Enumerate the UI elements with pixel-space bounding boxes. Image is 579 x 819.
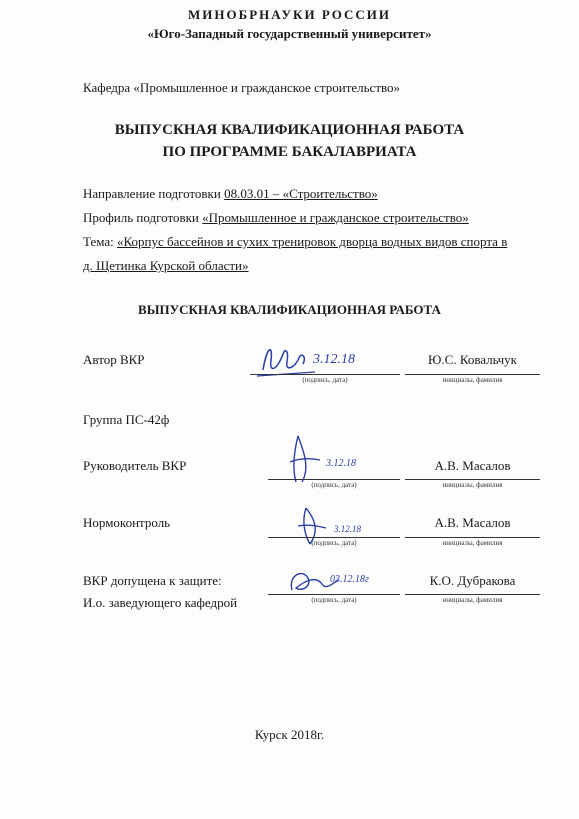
direction-row (83, 186, 378, 202)
normocontrol-name-line (405, 537, 540, 538)
profile-value: «Промышленное и гражданское строительство» (202, 210, 469, 225)
ministry-header: МИНОБРНАУКИ РОССИИ (188, 7, 391, 22)
direction-value: 08.03.01 – «Строительство» (224, 186, 378, 201)
department-line: Кафедра «Промышленное и гражданское строительство» (83, 80, 401, 95)
normocontrol-label: Нормоконтроль (83, 515, 171, 530)
supervisor-sign-caption: (подпись, дата) (311, 481, 357, 489)
topic-label: Тема: (83, 234, 114, 249)
author-name: Ю.С. Ковальчук (428, 352, 517, 367)
city-year: Курск 2018г. (254, 727, 325, 742)
supervisor-name-caption: инициалы, фамилия (442, 481, 503, 489)
section-heading: ВЫПУСКНАЯ КВАЛИФИКАЦИОННАЯ РАБОТА (138, 302, 441, 317)
normocontrol-name-caption: инициалы, фамилия (442, 539, 503, 547)
supervisor-handwritten-date: 3.12.18 (326, 458, 356, 469)
admission-name: К.О. Дубракова (429, 573, 516, 588)
admission-handwritten-date: 03.12.18г (330, 574, 369, 585)
admission-sign-caption: (подпись, дата) (311, 596, 357, 604)
acting-head-label: И.о. заведующего кафедрой (83, 595, 238, 610)
author-label: Автор ВКР (83, 352, 145, 367)
document-title-line2: ПО ПРОГРАММЕ БАКАЛАВРИАТА (162, 144, 417, 160)
topic-value-line1: «Корпус бассейнов и сухих тренировок дворца водных видов спорта в (117, 234, 508, 249)
author-handwritten-date: 3.12.18 (313, 352, 355, 367)
author-sign-line (250, 374, 400, 375)
document-title-line1: ВЫПУСКНАЯ КВАЛИФИКАЦИОННАЯ РАБОТА (114, 122, 465, 138)
topic-row (83, 234, 507, 250)
group-label: Группа ПС-42ф (83, 412, 170, 427)
author-name-caption: инициалы, фамилия (442, 376, 503, 384)
topic-value-line2: д. Щетинка Курской области» (83, 258, 249, 273)
admission-name-line (405, 594, 540, 595)
normocontrol-sign-line (268, 537, 400, 538)
normocontrol-sign-caption: (подпись, дата) (311, 539, 357, 547)
supervisor-name-line (405, 479, 540, 480)
author-sign-caption: (подпись, дата) (302, 376, 348, 384)
admission-name-caption: инициалы, фамилия (442, 596, 503, 604)
author-name-line (405, 374, 540, 375)
supervisor-sign-line (268, 479, 400, 480)
supervisor-label: Руководитель ВКР (83, 458, 187, 473)
profile-label: Профиль подготовки (83, 210, 199, 225)
direction-label: Направление подготовки (83, 186, 221, 201)
normocontrol-handwritten-date: 3.12.18 (334, 524, 361, 534)
supervisor-name: А.В. Масалов (434, 458, 511, 473)
normocontrol-name: А.В. Масалов (434, 515, 511, 530)
profile-row (83, 210, 469, 226)
university-name: «Юго-Западный государственный университет» (147, 26, 432, 41)
admission-sign-line (268, 594, 400, 595)
admission-label: ВКР допущена к защите: (83, 573, 222, 588)
